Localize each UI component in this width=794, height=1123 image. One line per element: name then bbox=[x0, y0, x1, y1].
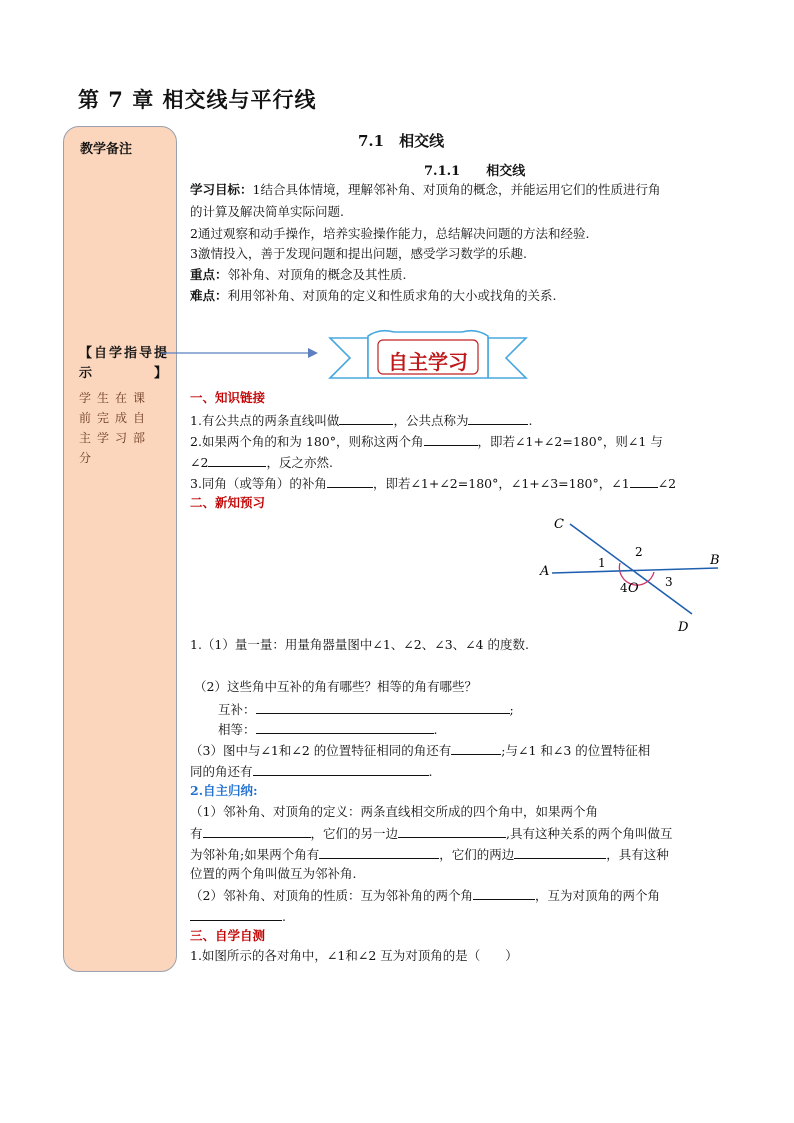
objective-3: 3激情投入，善于发现问题和提出问题，感受学习数学的乐趣. bbox=[190, 246, 527, 261]
complement-row bbox=[218, 699, 514, 720]
s2b: ，互为对顶角的两个角 bbox=[534, 888, 660, 903]
s1e: 为邻补角;如果两个角有 bbox=[190, 847, 320, 862]
part1-q3 bbox=[190, 473, 676, 494]
summary-s1-line3 bbox=[190, 844, 669, 865]
part2-q1: 1.（1）量一量：用量角器量图中∠1、∠2、∠3、∠4 的度数. bbox=[190, 637, 530, 652]
q1-text-b: ，公共点称为 bbox=[393, 413, 469, 428]
blank bbox=[253, 761, 429, 776]
difficult-point-text: 利用邻补角、对顶角的定义和性质求角的大小或找角的关系. bbox=[227, 288, 557, 303]
summary-s2-line2 bbox=[190, 906, 286, 927]
label-3: 3 bbox=[665, 575, 673, 589]
banner-text: 自主学习 bbox=[388, 350, 468, 374]
q2-text-a: 2.如果两个角的和为 180°，则称这两个角 bbox=[190, 434, 424, 449]
chapter-title: 第 7 章 相交线与平行线 bbox=[78, 87, 317, 112]
q3d-text: . bbox=[428, 764, 433, 779]
s2a: （2）邻补角、对顶角的性质：互为邻补角的两个角 bbox=[190, 888, 473, 903]
blank bbox=[424, 431, 478, 446]
blank bbox=[203, 823, 311, 838]
sidebar-hint-text: 学生在课前完成自主学习部分 bbox=[79, 391, 152, 465]
summary-heading: 2.自主归纳: bbox=[190, 783, 258, 798]
blank bbox=[256, 699, 510, 714]
label-4: 4 bbox=[620, 581, 628, 595]
label-b: B bbox=[710, 553, 720, 568]
label-1: 1 bbox=[598, 556, 606, 570]
blank bbox=[319, 844, 439, 859]
objective-1: 1结合具体情境，理解邻补角、对顶角的概念，并能运用它们的性质进行角 bbox=[252, 182, 661, 197]
q2-text-d: ，反之亦然. bbox=[266, 455, 333, 470]
label-o: O bbox=[628, 581, 639, 596]
blank bbox=[468, 410, 528, 425]
q3a-text: （3）图中与∠1和∠2 的位置特征相同的角还有 bbox=[190, 743, 452, 758]
equal-end: . bbox=[433, 722, 438, 737]
blank bbox=[327, 473, 373, 488]
arrow-right-icon bbox=[160, 345, 320, 361]
blank bbox=[398, 823, 506, 838]
s2c: . bbox=[282, 909, 286, 924]
summary-s2-line1 bbox=[190, 885, 660, 906]
q2-text-b: ，即若∠1+∠2=180°，则∠1 与 bbox=[477, 434, 663, 449]
q3-text-a: 3.同角（或等角）的补角 bbox=[190, 476, 327, 491]
summary-s1-line2 bbox=[190, 823, 673, 844]
q3c-text: 同的角还有 bbox=[190, 764, 253, 779]
blank bbox=[473, 885, 535, 900]
label-2: 2 bbox=[635, 545, 643, 559]
subsection-title: 7.1.1 相交线 bbox=[424, 164, 526, 179]
part2-q3-cont bbox=[190, 761, 433, 782]
part1-q2-cont bbox=[190, 452, 333, 473]
q3-text-c: ∠2 bbox=[657, 476, 677, 491]
equal-label: 相等： bbox=[218, 722, 256, 737]
objective-2: 2通过观察和动手操作，培养实验操作能力，总结解决问题的方法和经验. bbox=[190, 226, 590, 241]
part1-q1 bbox=[190, 410, 532, 431]
key-point-label: 重点： bbox=[190, 267, 228, 282]
q3-text-b: ，即若∠1+∠2=180°，∠1+∠3=180°，∠1 bbox=[372, 476, 630, 491]
summary-s1-line1: （1）邻补角、对顶角的定义：两条直线相交所成的四个角中，如果两个角 bbox=[190, 804, 598, 819]
objectives-label: 学习目标： bbox=[190, 182, 253, 197]
part1-q2 bbox=[190, 431, 663, 452]
sidebar-hint-label: 【自学指导提示】 bbox=[79, 346, 167, 381]
q1-text-c: . bbox=[528, 413, 533, 428]
q2-text-c: ∠2 bbox=[190, 455, 209, 470]
part1-heading: 一、知识链接 bbox=[190, 390, 266, 405]
complement-end: ; bbox=[509, 702, 514, 717]
s1b: 有 bbox=[190, 826, 203, 841]
part2-q2: （2）这些角中互补的角有哪些？相等的角有哪些？ bbox=[194, 679, 477, 694]
label-a: A bbox=[540, 564, 550, 579]
part2-heading: 二、新知预习 bbox=[190, 495, 266, 510]
s1g: ，具有这种 bbox=[606, 847, 669, 862]
key-point-text: 邻补角、对顶角的概念及其性质. bbox=[227, 267, 407, 282]
label-c: C bbox=[554, 517, 564, 532]
key-point bbox=[190, 265, 407, 285]
q1-text-a: 1.有公共点的两条直线叫做 bbox=[190, 413, 340, 428]
summary-s1-line4: 位置的两个角叫做互为邻补角. bbox=[190, 866, 357, 881]
part3-q1: 1.如图所示的各对角中，∠1和∠2 互为对顶角的是（ ） bbox=[190, 948, 518, 963]
blank bbox=[339, 410, 393, 425]
part2-q3 bbox=[190, 740, 650, 761]
s1c: ，它们的另一边 bbox=[310, 826, 399, 841]
blank bbox=[190, 906, 282, 921]
difficult-point bbox=[190, 286, 557, 306]
equal-row bbox=[218, 719, 438, 740]
difficult-point-label: 难点： bbox=[190, 288, 228, 303]
objective-line-1 bbox=[190, 180, 750, 200]
q3b-text: ;与∠1 和∠3 的位置特征相 bbox=[501, 743, 651, 758]
sidebar-heading: 教学备注 bbox=[80, 142, 133, 157]
objective-1-cont: 的计算及解决简单实际问题. bbox=[190, 204, 344, 219]
part3-heading: 三、自学自测 bbox=[190, 928, 266, 943]
label-d: D bbox=[678, 620, 689, 635]
s1f: ，它们的两边 bbox=[439, 847, 515, 862]
blank bbox=[514, 844, 606, 859]
blank bbox=[208, 452, 266, 467]
teaching-notes-sidebar bbox=[63, 126, 177, 972]
intersecting-lines-diagram bbox=[530, 510, 730, 636]
blank bbox=[451, 740, 501, 755]
s1d: ,具有这种关系的两个角叫做互 bbox=[506, 826, 673, 841]
section-title: 7.1 相交线 bbox=[358, 132, 445, 150]
complement-label: 互补： bbox=[218, 702, 256, 717]
blank bbox=[630, 473, 658, 488]
blank bbox=[256, 719, 434, 734]
